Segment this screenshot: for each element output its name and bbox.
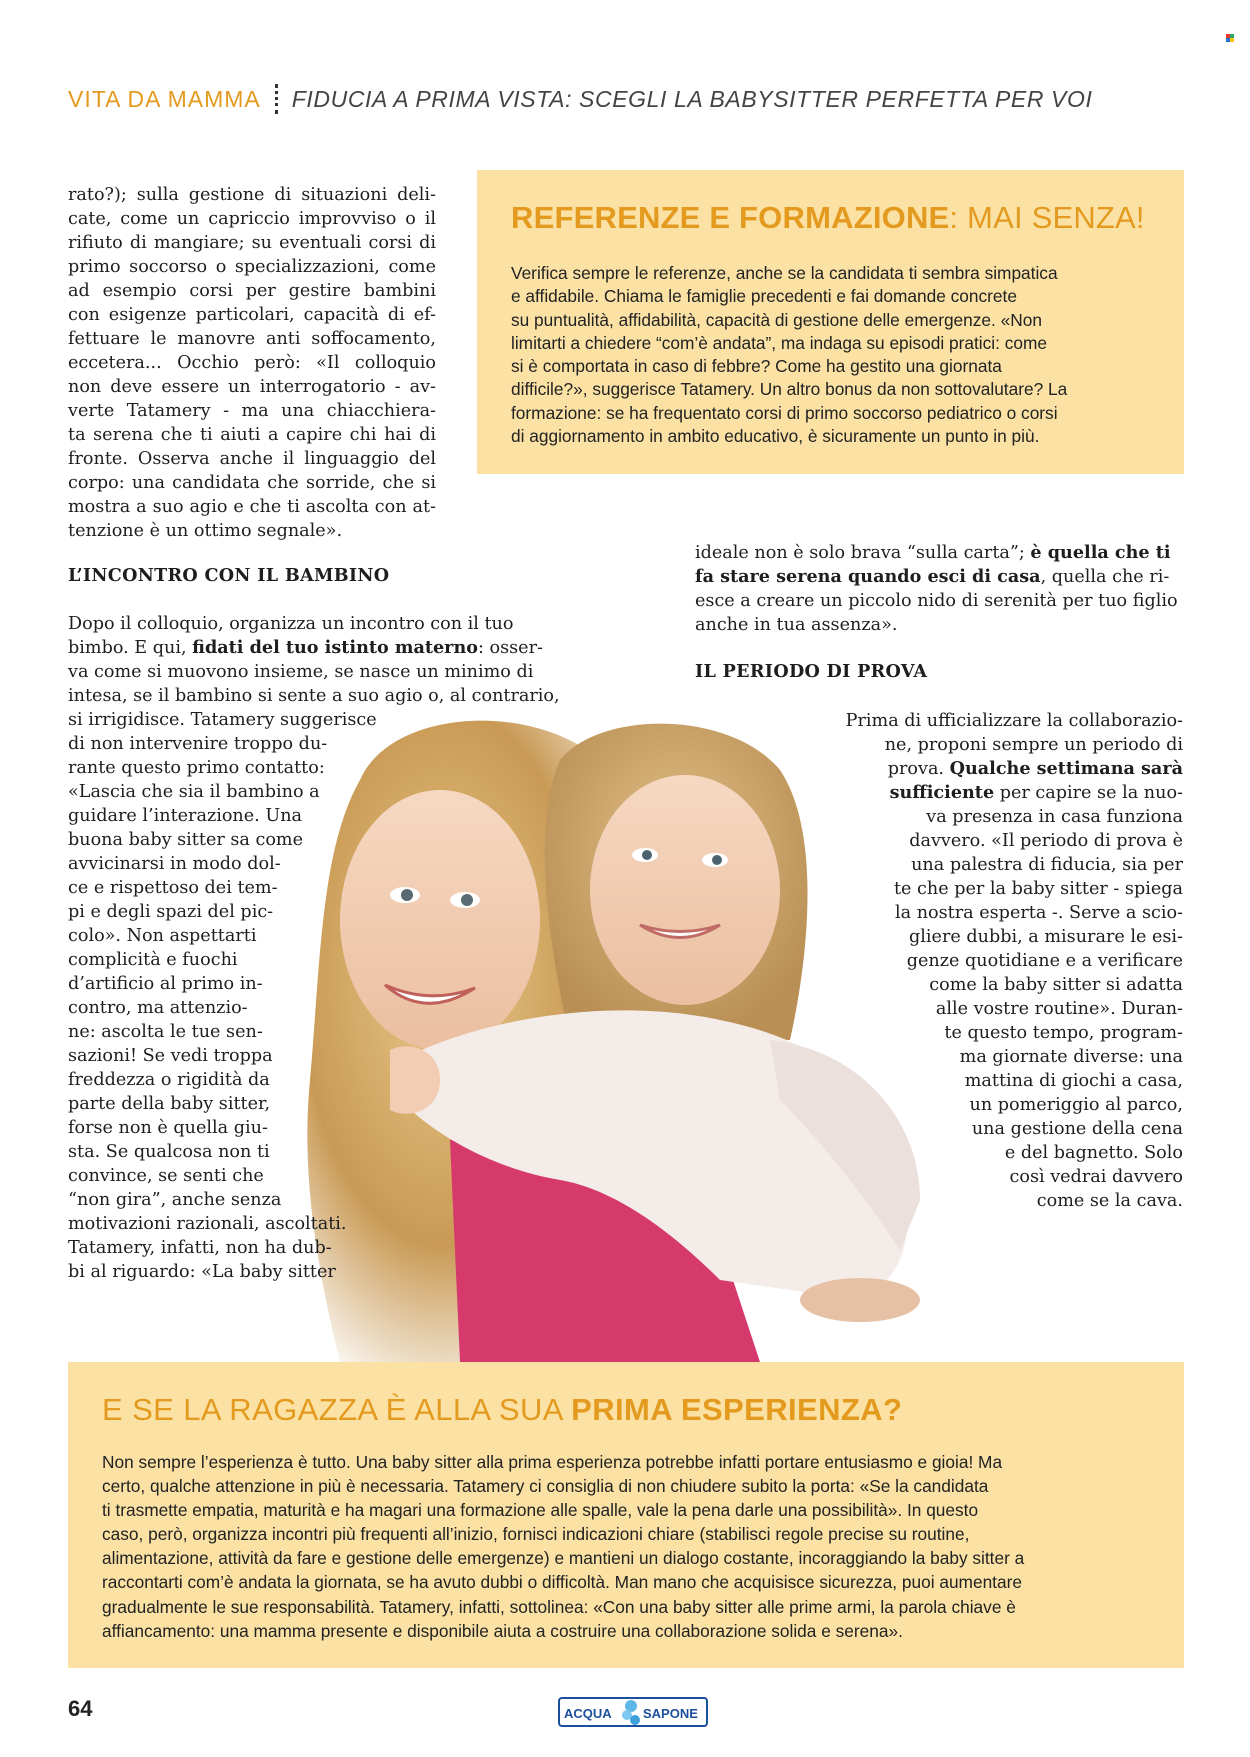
text-line: corpo: una candidata che sorride, che si [68,473,436,493]
text-line: fronte. Osserva anche il linguaggio del [68,449,436,469]
box-text [511,262,1150,448]
column-1-bottom [68,612,558,1284]
text-line: ti trasmette empatia, maturità e ha magari una formazione alle spalle, vale la pena darle una possibilità». In questo [102,1500,979,1521]
text-line: sufficiente per capire se la nuo- [889,782,1183,803]
text-line: d’artificio al primo in- [68,974,263,994]
text-line: esce a creare un piccolo nido di serenità per tuo figlio [695,591,1178,611]
text-line: Verifica sempre le referenze, anche se la candidata ti sembra simpatica [511,263,1058,283]
text-line: rante questo primo contatto: [68,758,325,778]
text-line: parte della baby sitter, [68,1094,271,1114]
text-line: complicità e fuochi [68,950,238,970]
text-line: sta. Se qualcosa non ti [68,1142,270,1162]
text-line: con esigenze particolari, capacità di ef- [68,305,436,325]
page-number: 64 [68,1696,93,1721]
section-name: VITA DA MAMMA [68,85,261,112]
text-line: come la baby sitter si adatta [929,975,1183,995]
text-line: limitarti a chiedere “com’è andata”, ma indaga su episodi pratici: come [511,332,1047,353]
text-line: avvicinarsi in modo dol- [68,854,281,874]
text-line: ma giornate diverse: una [959,1047,1183,1067]
text-line: non deve essere un interrogatorio - av- [68,377,436,397]
text-line: prova. Qualche settimana sarà [887,758,1183,779]
text-line: rifiuto di mangiare; su eventuali corsi di [68,233,436,253]
text-line: si è comportata in caso di febbre? Come ha gestito una giornata [511,356,1002,377]
text-line: guidare l’interazione. Una [68,806,303,826]
text-line: freddezza o rigidità da [68,1070,270,1090]
header-divider [275,84,278,114]
text-line: una gestione della cena [971,1119,1183,1139]
text-line: pi e degli spazi del pic- [68,902,274,922]
text-line: ad esempio corsi per gestire bambini [68,281,436,301]
text-line: si irrigidisce. Tatamery suggerisce [68,710,377,730]
text-line: «Lascia che sia il bambino a [68,782,320,802]
text-line: su puntualità, affidabilità, capacità di gestione delle emergenze. «Non [511,309,1042,330]
text-line: certo, qualche attenzione in più è necessaria. Tatamery ci consiglia di non chiudere subito la porta: «Se la candidata [102,1476,989,1497]
text-line: Dopo il colloquio, organizza un incontro con il tuo [68,614,514,634]
subhead-prova: IL PERIODO DI PROVA [695,661,928,682]
text-line: una palestra di fiducia, sia per [911,855,1183,875]
text-line: affiancamento: una mamma presente e disponibile aiuta a costruire una collaborazione solida e serena». [102,1620,903,1641]
text-line: motivazioni razionali, ascoltati. [68,1214,347,1234]
text-line: ne: ascolta le tue sen- [68,1022,263,1042]
text-line: e del bagnetto. Solo [1004,1143,1183,1163]
text-line: bimbo. E qui, fidati del tuo istinto materno: osser- [68,637,543,658]
text-line: ta serena che ti aiuti a capire chi hai di [68,425,436,445]
text-line: colo». Non aspettarti [68,926,257,946]
box-text [102,1450,1150,1643]
text-line: bi al riguardo: «La baby sitter [68,1262,336,1282]
text-line: un pomeriggio al parco, [969,1095,1183,1115]
text-line: “non gira”, anche senza [68,1190,282,1210]
text-line: così vedrai davvero [1009,1167,1183,1187]
text-line: la nostra esperta -. Serve a scio- [895,903,1183,923]
text-line: anche in tua assenza». [695,615,898,635]
logo-text-right: SAPONE [643,1706,698,1721]
text-line: convince, se senti che [68,1166,264,1186]
text-line: difficile?», suggerisce Tatamery. Un altro bonus da non sottovalutare? La [511,379,1068,400]
text-line: rato?); sulla gestione di situazioni deli- [68,185,436,205]
text-line: verte Tatamery - ma una chiacchiera- [68,401,436,421]
column-2-top [695,541,1183,637]
text-line: eccetera... Occhio però: «Il colloquio [68,353,436,373]
text-line: primo soccorso o specializzazioni, come [68,257,436,277]
text-line: va presenza in casa funziona [926,807,1183,827]
column-1-top [68,183,436,543]
column-2-bottom [778,709,1183,1213]
text-line: mattina di giochi a casa, [964,1071,1183,1091]
text-line: di aggiornamento in ambito educativo, è sicuramente un punto in più. [511,426,1040,447]
text-line: Non sempre l’esperienza è tutto. Una baby sitter alla prima esperienza potrebbe infatti portare entusiasmo e gioia! Ma [102,1452,1003,1472]
text-line: va come si muovono insieme, se nasce un minimo di [68,662,534,682]
text-line: alimentazione, attività da fare e gestione delle emergenze) e mantieni un dialogo costante, incoraggiando la baby sitter a [102,1548,1025,1569]
text-line: cate, come un capriccio improvviso o il [68,209,436,229]
text-line: forse non è quella giu- [68,1118,268,1138]
text-line: fa stare serena quando esci di casa, quella che ri- [695,566,1170,587]
text-line: e affidabile. Chiama le famiglie precedenti e fai domande concrete [511,286,1017,307]
text-line: te questo tempo, program- [944,1023,1183,1043]
text-line: buona baby sitter sa come [68,830,304,850]
running-header [68,82,1208,116]
text-line: genze quotidiane e a verificare [906,951,1183,971]
text-line: fettuare le manovre anti soffocamento, [68,329,436,349]
text-line: di non intervenire troppo du- [68,734,328,754]
text-line: alle vostre routine». Duran- [935,999,1183,1019]
text-line: come se la cava. [1036,1191,1183,1211]
text-line: Tatamery, infatti, non ha dub- [68,1238,332,1258]
text-line: ce e rispettoso dei tem- [68,878,278,898]
text-line: sazioni! Se vedi troppa [68,1046,273,1066]
sidebar-box-referenze [477,170,1184,474]
sidebar-box-prima-esperienza [68,1362,1184,1668]
text-line: intesa, se il bambino si sente a suo agio o, al contrario, [68,686,560,706]
text-line: gliere dubbi, a misurare le esi- [909,927,1183,947]
text-line: caso, però, organizza incontri più frequenti all’inizio, fornisci indicazioni chiare (stabilisci regole precise su routine, [102,1524,970,1545]
text-line: formazione: se ha frequentato corsi di primo soccorso pediatrico o corsi [511,402,1058,423]
box-title: REFERENZE E FORMAZIONE: MAI SENZA! [511,200,1145,235]
text-line: gradualmente le sue responsabilità. Tatamery, infatti, sottolinea: «Con una baby sitter alle prime armi, la parola chiave è [102,1596,1016,1617]
text-line: te che per la baby sitter - spiega [893,879,1183,899]
logo-text-left: ACQUA [564,1706,612,1721]
text-line: contro, ma attenzio- [68,998,248,1018]
corner-mark-icon [1226,34,1234,42]
text-line: raccontarti com’è andata la giornata, se ha avuto dubbi o difficoltà. Man mano che acquisisce sicurezza, puoi aumentare [102,1572,1022,1593]
article-title: FIDUCIA A PRIMA VISTA: SCEGLI LA BABYSITTER PERFETTA PER VOI [291,85,1093,112]
box-title: E SE LA RAGAZZA È ALLA SUA PRIMA ESPERIENZA? [102,1392,903,1427]
text-line: mostra a suo agio e che ti ascolta con at- [68,497,436,517]
text-line: ideale non è solo brava “sulla carta”; è quella che ti [695,542,1171,563]
text-line: Prima di ufficializzare la collaborazio- [845,711,1183,731]
text-line: tenzione è un ottimo segnale». [68,521,343,541]
subhead-incontro: L’INCONTRO CON IL BAMBINO [68,565,390,586]
acqua-sapone-logo [558,1693,708,1731]
text-line: ne, proponi sempre un periodo di [884,735,1183,755]
text-line: davvero. «Il periodo di prova è [909,831,1183,851]
